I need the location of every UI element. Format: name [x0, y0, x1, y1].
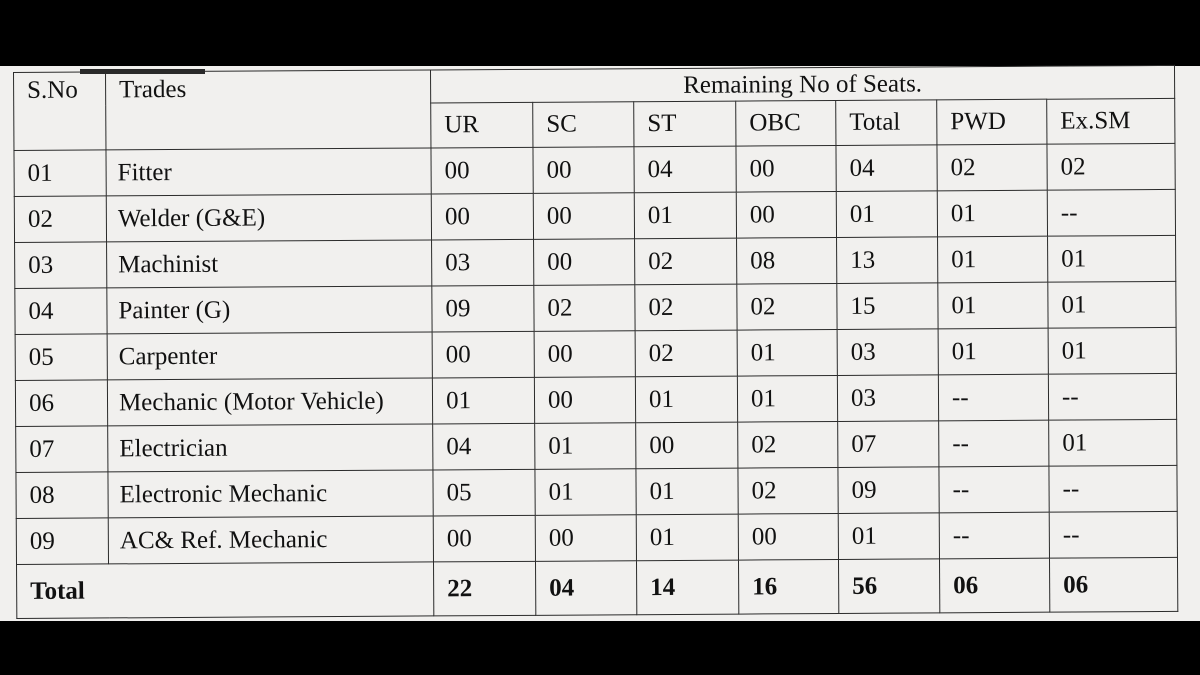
cell-st: 02	[635, 238, 737, 285]
cell-trade: Fitter	[106, 148, 431, 196]
total-ur: 22	[434, 561, 536, 616]
cell-pwd: 01	[937, 190, 1047, 237]
table-row	[14, 143, 1175, 196]
cell-obc: 00	[738, 513, 838, 560]
cell-total: 13	[837, 237, 938, 284]
header-st: ST	[634, 101, 736, 147]
cell-trade: Electronic Mechanic	[108, 470, 433, 518]
cell-total: 15	[837, 283, 938, 330]
header-obc: OBC	[736, 100, 836, 146]
cell-pwd: 01	[938, 282, 1048, 329]
cell-sc: 00	[534, 377, 635, 424]
cell-st: 02	[635, 330, 737, 377]
cell-obc: 08	[737, 237, 837, 284]
cell-obc: 02	[738, 421, 838, 468]
cell-sc: 00	[533, 147, 634, 194]
total-exsm: 06	[1049, 557, 1177, 612]
cell-st: 01	[636, 468, 738, 515]
cell-obc: 01	[737, 375, 837, 422]
cell-exsm: --	[1047, 189, 1175, 236]
cell-ur: 00	[433, 515, 535, 562]
header-trades: Trades	[106, 70, 431, 150]
table-row	[15, 235, 1176, 288]
cell-total: 01	[836, 191, 937, 238]
cell-sno: 02	[14, 196, 106, 243]
cell-exsm: 01	[1048, 235, 1176, 282]
table-row	[16, 511, 1177, 564]
cell-total: 01	[838, 513, 939, 560]
cell-st: 00	[636, 422, 738, 469]
total-total: 56	[838, 559, 939, 614]
cell-sno: 07	[16, 426, 108, 473]
cell-exsm: 01	[1048, 281, 1176, 328]
cell-obc: 02	[738, 467, 838, 514]
cell-exsm: --	[1049, 465, 1177, 512]
header-total: Total	[836, 100, 937, 146]
cell-sc: 01	[535, 469, 636, 516]
header-exsm: Ex.SM	[1047, 98, 1175, 144]
cell-sno: 09	[16, 518, 108, 565]
total-label: Total	[17, 562, 434, 619]
seats-table	[13, 65, 1178, 619]
table-row	[15, 373, 1176, 426]
cell-sc: 00	[533, 193, 634, 240]
cell-pwd: 01	[938, 236, 1048, 283]
table-row	[14, 189, 1175, 242]
cell-st: 01	[634, 192, 736, 239]
total-pwd: 06	[939, 558, 1049, 613]
cell-ur: 03	[432, 239, 534, 286]
cell-obc: 00	[736, 191, 836, 238]
cell-sc: 01	[535, 423, 636, 470]
cell-exsm: --	[1049, 511, 1177, 558]
cell-pwd: --	[938, 374, 1048, 421]
cell-trade: Mechanic (Motor Vehicle)	[107, 378, 432, 426]
cell-total: 04	[836, 145, 937, 192]
cell-pwd: 01	[938, 328, 1048, 375]
scanned-document	[0, 66, 1200, 621]
cell-pwd: 02	[937, 144, 1047, 191]
cell-sc: 02	[534, 285, 635, 332]
cell-total: 03	[837, 375, 938, 422]
cell-pwd: --	[939, 466, 1049, 513]
cell-sno: 05	[15, 334, 107, 381]
cell-sc: 00	[534, 239, 635, 286]
header-ur: UR	[431, 102, 533, 148]
cell-exsm: 01	[1049, 419, 1177, 466]
cell-ur: 00	[431, 147, 533, 194]
table-row	[16, 419, 1177, 472]
table-row	[15, 281, 1176, 334]
cell-sno: 04	[15, 288, 107, 335]
total-row	[17, 557, 1178, 618]
cell-trade: Carpenter	[107, 332, 432, 380]
cell-exsm: --	[1048, 373, 1176, 420]
cell-sno: 06	[15, 380, 107, 427]
cell-st: 04	[634, 146, 736, 193]
cell-pwd: --	[939, 420, 1049, 467]
cell-obc: 02	[737, 283, 837, 330]
cell-trade: Machinist	[107, 240, 432, 288]
cell-st: 01	[635, 376, 737, 423]
cell-ur: 01	[432, 377, 534, 424]
cell-trade: AC& Ref. Mechanic	[108, 516, 433, 564]
cell-ur: 00	[431, 193, 533, 240]
cell-sc: 00	[534, 331, 635, 378]
cell-st: 01	[636, 514, 738, 561]
header-remaining-seats: Remaining No of Seats.	[430, 65, 1174, 103]
cell-sno: 08	[16, 472, 108, 519]
cell-ur: 09	[432, 285, 534, 332]
header-sc: SC	[533, 102, 634, 148]
header-sno: S.No	[14, 72, 106, 151]
cell-ur: 05	[433, 469, 535, 516]
cell-exsm: 02	[1047, 143, 1175, 190]
cell-pwd: --	[939, 512, 1049, 559]
cell-total: 07	[838, 421, 939, 468]
cell-obc: 00	[736, 145, 836, 192]
cell-trade: Welder (G&E)	[106, 194, 431, 242]
total-sc: 04	[535, 561, 636, 616]
total-st: 14	[636, 560, 738, 615]
cell-sno: 03	[15, 242, 107, 289]
table-row	[15, 327, 1176, 380]
cell-ur: 04	[433, 423, 535, 470]
cell-total: 09	[838, 467, 939, 514]
header-pwd: PWD	[937, 99, 1047, 145]
total-obc: 16	[738, 559, 838, 614]
cell-ur: 00	[432, 331, 534, 378]
cell-st: 02	[635, 284, 737, 331]
cell-sno: 01	[14, 150, 106, 197]
cell-exsm: 01	[1048, 327, 1176, 374]
cell-obc: 01	[737, 329, 837, 376]
cell-trade: Electrician	[108, 424, 433, 472]
cell-trade: Painter (G)	[107, 286, 432, 334]
cell-sc: 00	[535, 515, 636, 562]
table-row	[16, 465, 1177, 518]
cell-total: 03	[837, 329, 938, 376]
